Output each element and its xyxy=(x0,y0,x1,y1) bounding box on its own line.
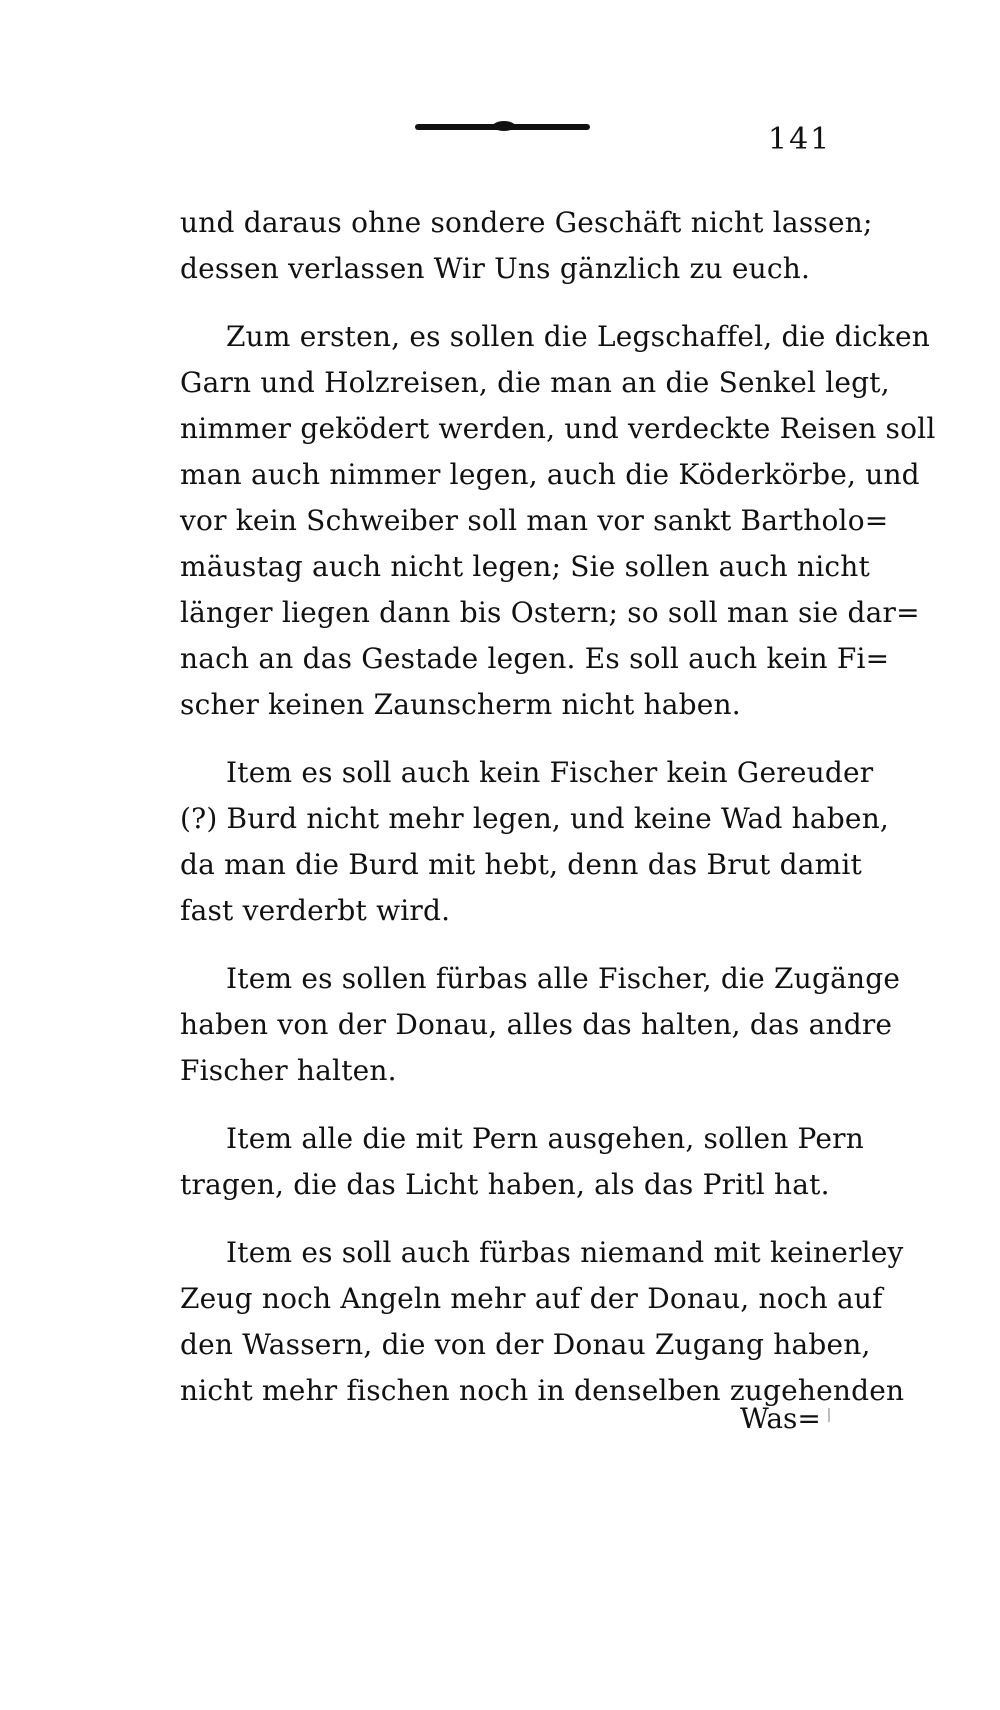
text-line: scher keinen Zaunscherm nicht haben. xyxy=(180,688,741,721)
text-line: Zeug noch Angeln mehr auf der Donau, noch auf xyxy=(180,1282,883,1315)
text-line: dessen verlassen Wir Uns gänzlich zu euch. xyxy=(180,252,811,285)
text-line: fast verderbt wird. xyxy=(180,894,451,927)
text-line: Item es sollen fürbas alle Fischer, die Zugänge xyxy=(226,962,901,995)
text-line: man auch nimmer legen, auch die Köderkörbe, und xyxy=(180,458,920,491)
paragraph xyxy=(180,200,873,292)
text-line: Item es soll auch kein Fischer kein Gereuder xyxy=(226,756,874,789)
text-line: nach an das Gestade legen. Es soll auch kein Fi= xyxy=(180,642,890,675)
text-line: Zum ersten, es sollen die Legschaffel, die dicken xyxy=(226,320,930,353)
stray-mark xyxy=(828,1408,830,1422)
text-line: Item es soll auch fürbas niemand mit keinerley xyxy=(226,1236,904,1269)
text-line: und daraus ohne sondere Geschäft nicht lassen; xyxy=(180,206,873,239)
text-line: Item alle die mit Pern ausgehen, sollen Pern xyxy=(226,1122,864,1155)
text-line: haben von der Donau, alles das halten, das andre xyxy=(180,1008,893,1041)
text-line: da man die Burd mit hebt, denn das Brut damit xyxy=(180,848,862,881)
page-number: 141 xyxy=(768,122,832,157)
paragraph xyxy=(180,750,890,934)
text-line: Garn und Holzreisen, die man an die Senkel legt, xyxy=(180,366,890,399)
text-line: nimmer geködert werden, und verdeckte Reisen soll xyxy=(180,412,936,445)
text-line: den Wassern, die von der Donau Zugang haben, xyxy=(180,1328,871,1361)
text-line: nicht mehr fischen noch in denselben zugehenden xyxy=(180,1374,905,1407)
body-text xyxy=(180,200,936,1436)
paragraph xyxy=(180,314,936,728)
text-line: mäustag auch nicht legen; Sie sollen auch nicht xyxy=(180,550,870,583)
catchword: Was= xyxy=(740,1402,821,1435)
header-ornament-rule xyxy=(415,124,590,130)
paragraph xyxy=(180,1116,864,1208)
text-line: vor kein Schweiber soll man vor sankt Bartholo= xyxy=(180,504,889,537)
text-line: länger liegen dann bis Ostern; so soll man sie dar= xyxy=(180,596,920,629)
text-line: Fischer halten. xyxy=(180,1054,397,1087)
text-line: tragen, die das Licht haben, als das Pritl hat. xyxy=(180,1168,830,1201)
paragraph xyxy=(180,1230,905,1414)
text-line: (?) Burd nicht mehr legen, und keine Wad haben, xyxy=(180,802,890,835)
paragraph xyxy=(180,956,901,1094)
